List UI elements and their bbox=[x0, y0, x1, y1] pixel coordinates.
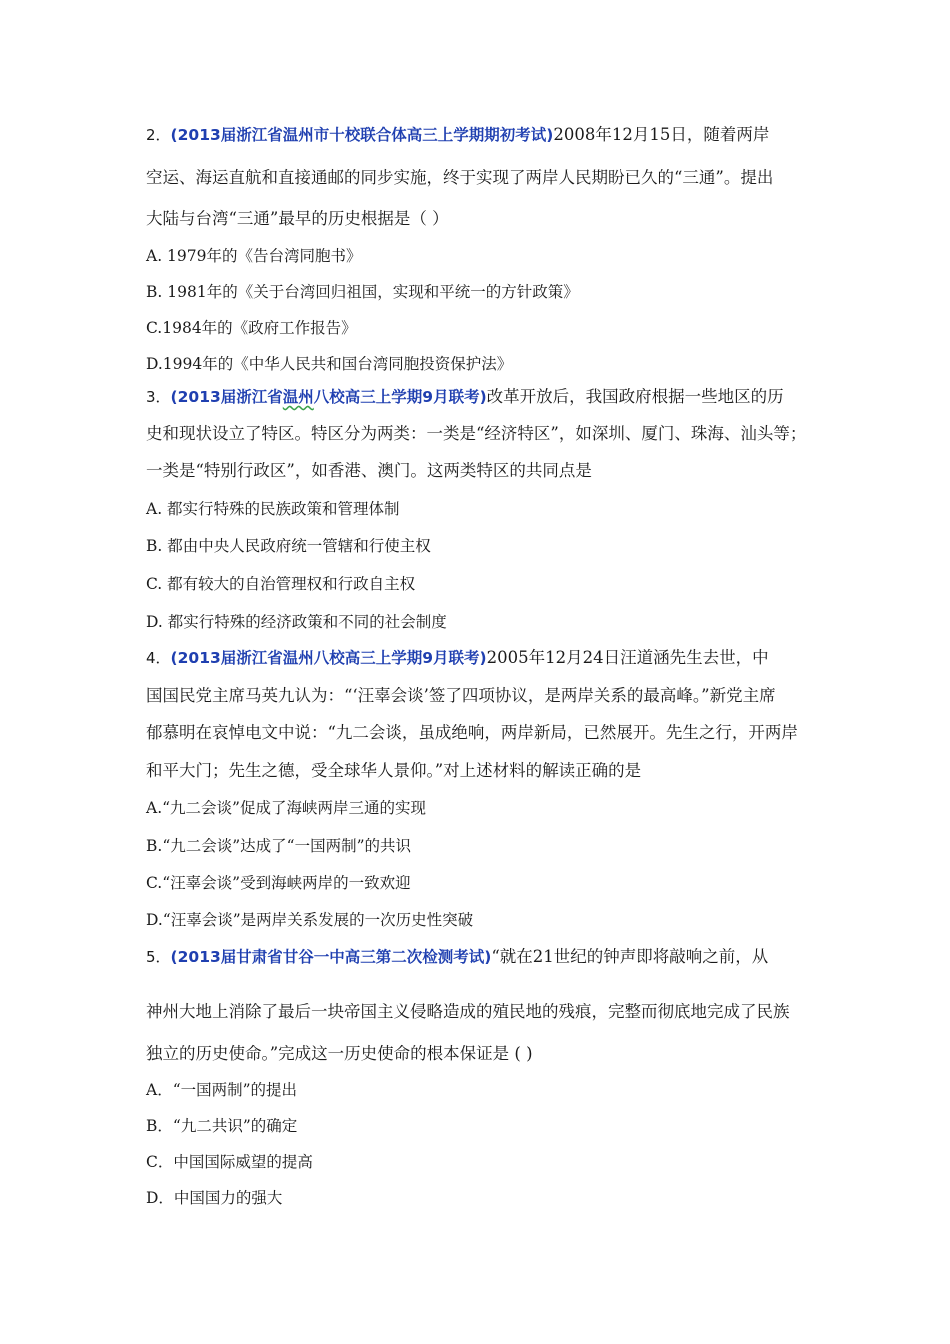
q3-option-d: D. 都实行特殊的经济政策和不同的社会制度 bbox=[146, 613, 447, 631]
q4-option-a: A.“九二会谈”促成了海峡两岸三通的实现 bbox=[146, 799, 426, 817]
q3-line-1 bbox=[146, 386, 784, 408]
q5-line-3: 独立的历史使命。”完成这一历史使命的根本保证是 ( ) bbox=[146, 1044, 533, 1063]
q2-option-d: D.1994年的《中华人民共和国台湾同胞投资保护法》 bbox=[146, 355, 513, 373]
q4-line-1 bbox=[146, 647, 769, 669]
q4-option-b: B.“九二会谈”达成了“一国两制”的共识 bbox=[146, 837, 412, 855]
q3-line-2: 史和现状设立了特区。特区分为两类：一类是“经济特区”，如深圳、厦门、珠海、汕头等； bbox=[146, 424, 807, 443]
q2-option-c: C.1984年的《政府工作报告》 bbox=[146, 319, 357, 337]
q5-option-a: A．“一国两制”的提出 bbox=[146, 1081, 298, 1099]
q3-source: (2013届浙江省温州八校高三上学期9月联考) bbox=[170, 388, 487, 406]
q5-option-b: B．“九二共识”的确定 bbox=[146, 1117, 298, 1135]
q5-line-1 bbox=[146, 946, 768, 968]
q3-number: 3． bbox=[146, 388, 171, 406]
q3-option-b: B. 都由中央人民政府统一管辖和行使主权 bbox=[146, 537, 431, 555]
q5-option-d: D．中国国力的强大 bbox=[146, 1189, 283, 1207]
q4-option-d: D.“汪辜会谈”是两岸关系发展的一次历史性突破 bbox=[146, 911, 474, 929]
q4-line-2: 国国民党主席马英九认为：“‘汪辜会谈’签了四项协议，是两岸关系的最高峰。”新党主席 bbox=[146, 686, 776, 705]
q3-line1-text: 改革开放后，我国政府根据一些地区的历 bbox=[486, 387, 784, 406]
q2-option-b: B. 1981年的《关于台湾回归祖国，实现和平统一的方针政策》 bbox=[146, 283, 579, 301]
q5-source: (2013届甘肃省甘谷一中高三第二次检测考试) bbox=[170, 948, 492, 966]
q4-option-c: C.“汪辜会谈”受到海峡两岸的一致欢迎 bbox=[146, 874, 411, 892]
q5-line-2: 神州大地上消除了最后一块帝国主义侵略造成的殖民地的残痕，完整而彻底地完成了民族 bbox=[146, 1002, 790, 1021]
q2-line-3: 大陆与台湾“三通”最早的历史根据是（ ） bbox=[146, 209, 449, 228]
q2-line1-text: 2008年12月15日，随着两岸 bbox=[553, 125, 770, 144]
q4-line1-text: 2005年12月24日汪道涵先生去世，中 bbox=[486, 648, 769, 667]
q5-number: 5． bbox=[146, 948, 171, 966]
q4-source: (2013届浙江省温州八校高三上学期9月联考) bbox=[170, 649, 487, 667]
q2-line-2: 空运、海运直航和直接通邮的同步实施，终于实现了两岸人民期盼已久的“三通”。提出 bbox=[146, 168, 774, 187]
q4-line-4: 和平大门；先生之德，受全球华人景仰。”对上述材料的解读正确的是 bbox=[146, 761, 642, 780]
q5-option-c: C．中国国际威望的提高 bbox=[146, 1153, 313, 1171]
q5-line1-text: “就在21世纪的钟声即将敲响之前，从 bbox=[491, 947, 769, 966]
q2-option-a: A. 1979年的《告台湾同胞书》 bbox=[146, 247, 362, 265]
q3-line-3: 一类是“特别行政区”，如香港、澳门。这两类特区的共同点是 bbox=[146, 461, 592, 480]
q3-option-c: C. 都有较大的自治管理权和行政自主权 bbox=[146, 575, 416, 593]
q4-number: 4． bbox=[146, 649, 171, 667]
q4-line-3: 郁慕明在哀悼电文中说：“九二会谈，虽成绝响，两岸新局，已然展开。先生之行，开两岸 bbox=[146, 723, 798, 742]
q2-line-1 bbox=[146, 124, 769, 146]
q3-option-a: A. 都实行特殊的民族政策和管理体制 bbox=[146, 500, 400, 518]
q2-number: 2． bbox=[146, 126, 171, 144]
q2-source: (2013届浙江省温州市十校联合体高三上学期期初考试) bbox=[170, 126, 554, 144]
